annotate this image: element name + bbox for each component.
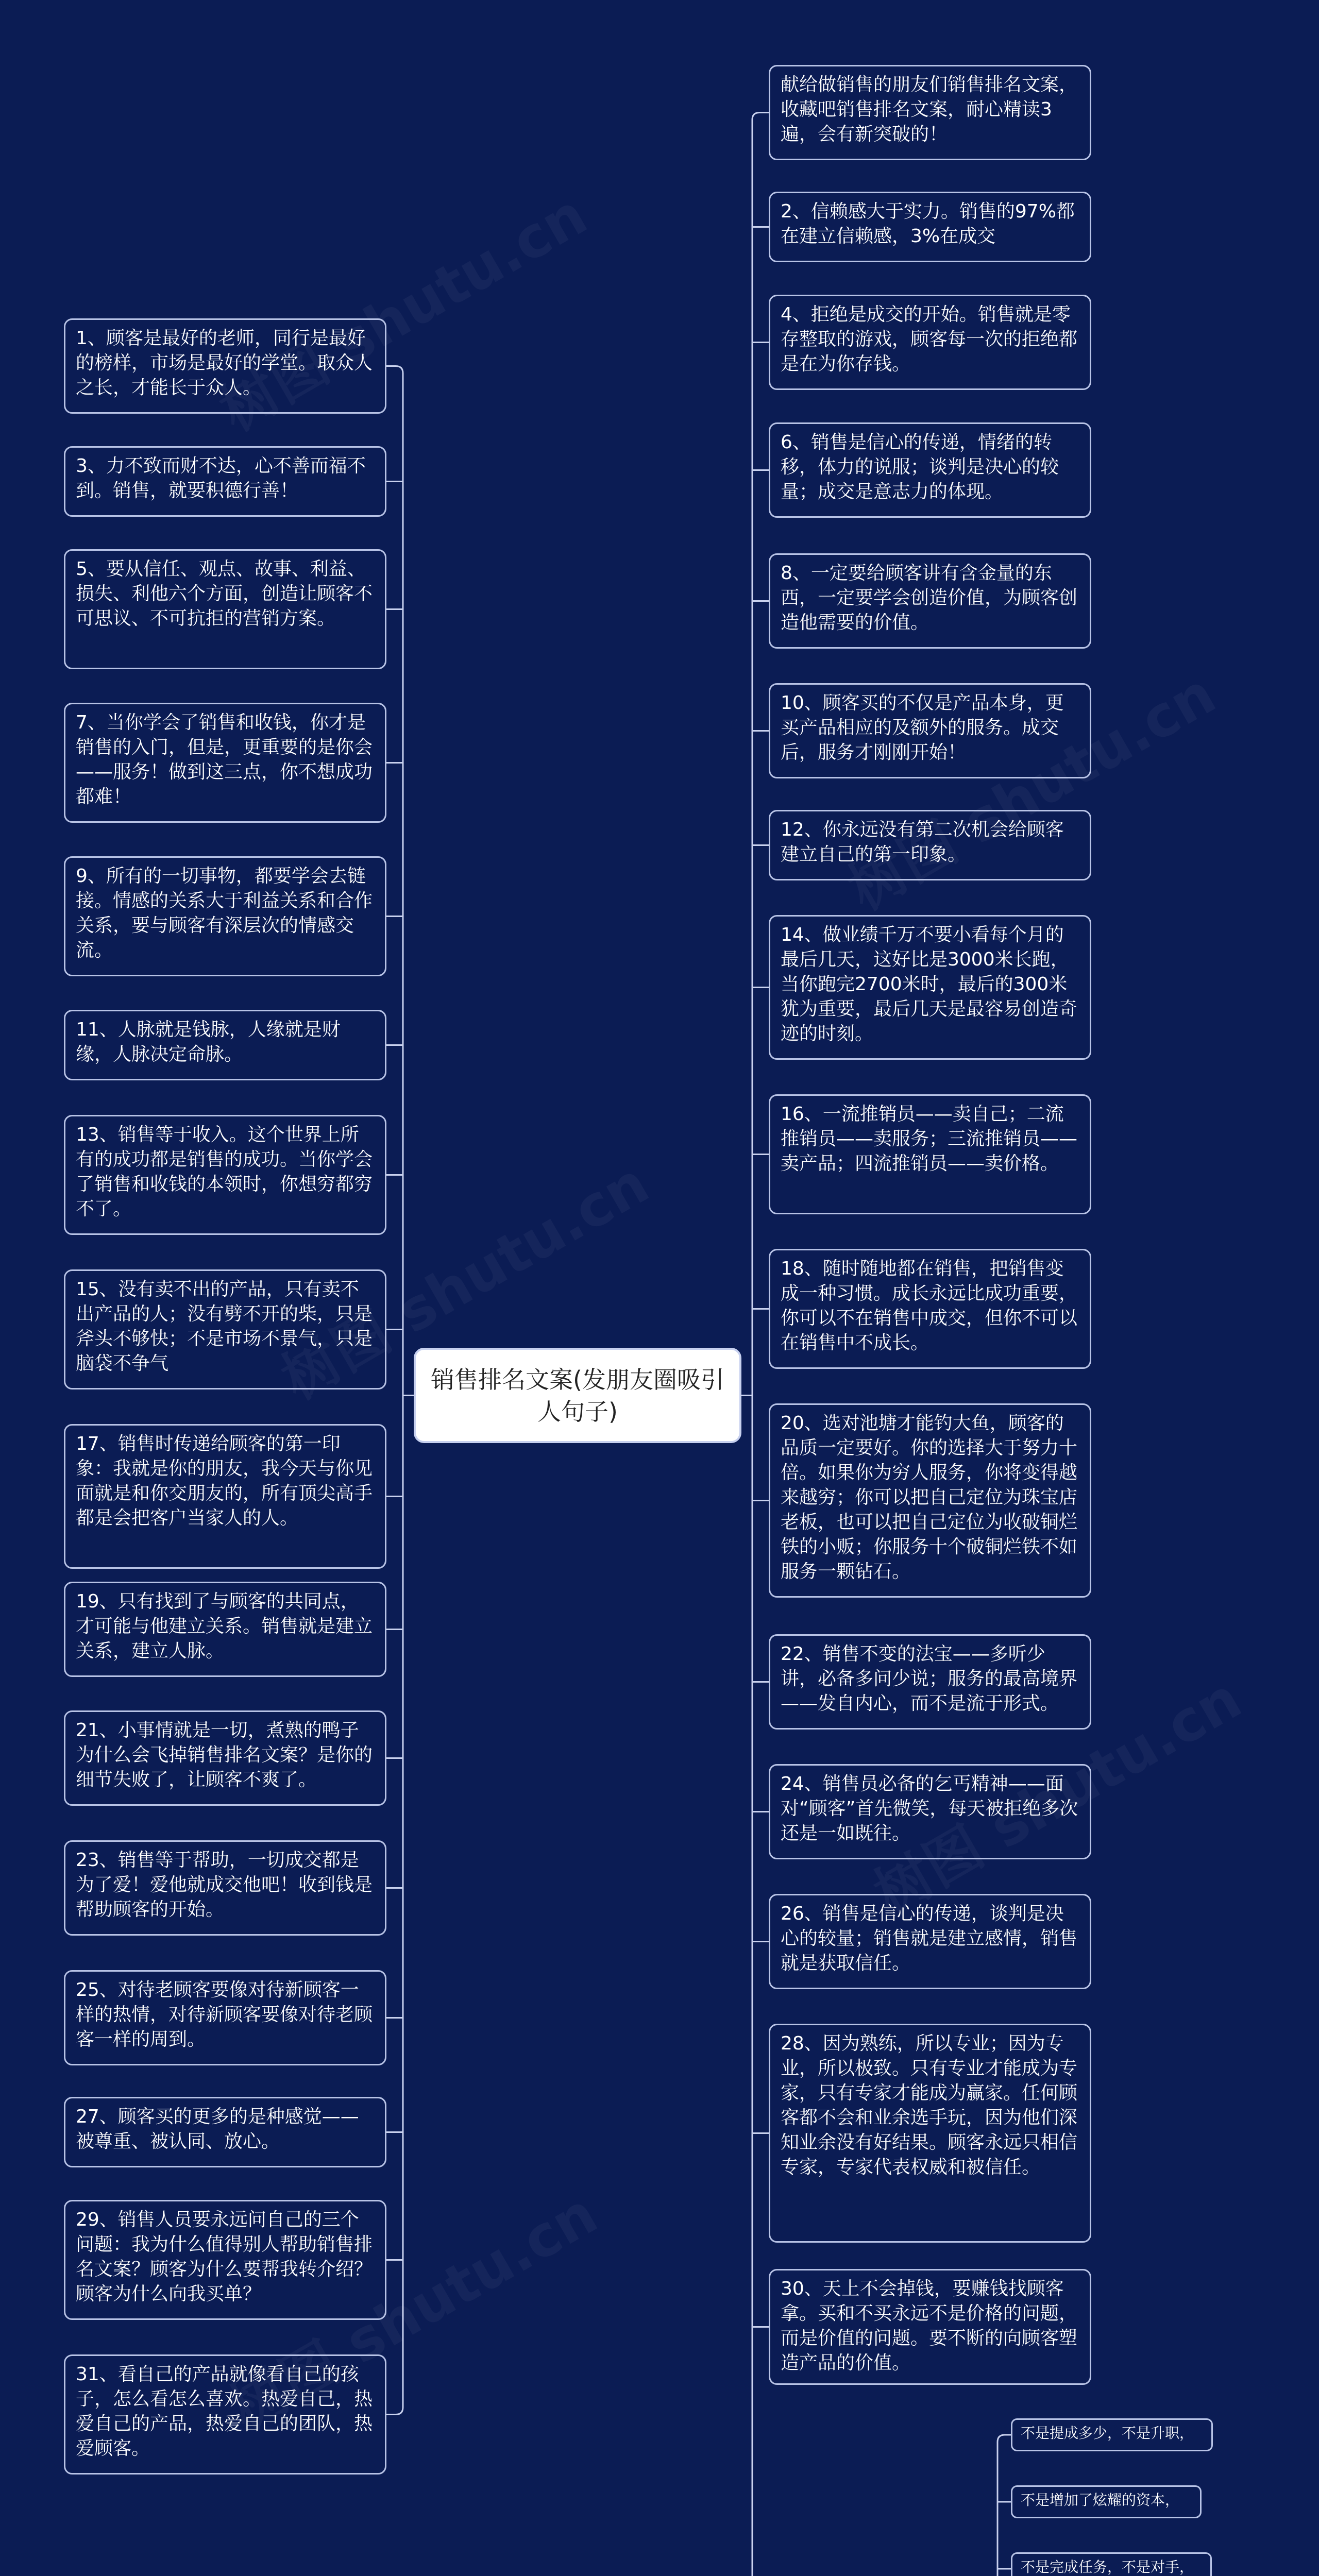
left-topic-node[interactable]: 7、当你学会了销售和收钱，你才是销售的入门，但是，更重要的是你会——服务！做到这三点，你不想成功都难！	[64, 703, 386, 823]
left-topic-node[interactable]: 25、对待老顾客要像对待新顾客一样的热情，对待新顾客要像对待老顾客一样的周到。	[64, 1970, 386, 2065]
right-topic-node[interactable]: 10、顾客买的不仅是产品本身，更买产品相应的及额外的服务。成交后，服务才刚刚开始！	[769, 683, 1091, 778]
left-topic-node[interactable]: 11、人脉就是钱脉，人缘就是财缘，人脉决定命脉。	[64, 1010, 386, 1080]
right-topic-node[interactable]: 22、销售不变的法宝——多听少讲，必备多问少说；服务的最高境界——发自内心，而不是流于形式。	[769, 1634, 1091, 1730]
left-topic-node[interactable]: 21、小事情就是一切，煮熟的鸭子为什么会飞掉销售排名文案？是你的细节失败了，让顾客不爽了。	[64, 1710, 386, 1806]
right-topic-node[interactable]: 26、销售是信心的传递，谈判是决心的较量；销售就是建立感情，销售就是获取信任。	[769, 1894, 1091, 1989]
enemy-child-node[interactable]: 不是完成任务，不是对手，	[1011, 2552, 1212, 2576]
connector-line	[752, 113, 769, 120]
central-topic[interactable]: 销售排名文案(发朋友圈吸引人句子)	[414, 1348, 741, 1443]
right-topic-node[interactable]: 28、因为熟练，所以专业；因为专业，所以极致。只有专业才能成为专家，只有专家才能成为赢家。任何顾客都不会和业余选手玩，因为他们深知业余没有好结果。顾客永远只相信专家，专家代表权威和被信任。	[769, 2024, 1091, 2243]
right-topic-node[interactable]: 2、信赖感大于实力。销售的97%都在建立信赖感，3%在成交	[769, 192, 1091, 262]
right-topic-node[interactable]: 4、拒绝是成交的开始。销售就是零存整取的游戏，顾客每一次的拒绝都是在为你存钱。	[769, 295, 1091, 390]
connector-line	[386, 366, 403, 374]
right-topic-node[interactable]: 14、做业绩千万不要小看每个月的最后几天，这好比是3000米长跑，当你跑完2700米时，最后的300米犹为重要，最后几天是最容易创造奇迹的时刻。	[769, 915, 1091, 1060]
left-topic-node[interactable]: 23、销售等于帮助，一切成交都是为了爱！爱他就成交他吧！收到钱是帮助顾客的开始。	[64, 1840, 386, 1936]
enemy-child-node[interactable]: 不是增加了炫耀的资本，	[1011, 2485, 1202, 2518]
left-topic-node[interactable]: 19、只有找到了与顾客的共同点，才可能与他建立关系。销售就是建立关系，建立人脉。	[64, 1582, 386, 1677]
left-topic-node[interactable]: 15、没有卖不出的产品，只有卖不出产品的人；没有劈不开的柴，只是斧头不够快；不是市场不景气，只是脑袋不争气	[64, 1269, 386, 1389]
left-topic-node[interactable]: 5、要从信任、观点、故事、利益、损失、利他六个方面，创造让顾客不可思议、不可抗拒的营销方案。	[64, 549, 386, 669]
right-topic-node[interactable]: 12、你永远没有第二次机会给顾客建立自己的第一印象。	[769, 810, 1091, 880]
right-topic-node[interactable]: 8、一定要给顾客讲有含金量的东西，一定要学会创造价值，为顾客创造他需要的价值。	[769, 553, 1091, 649]
left-topic-node[interactable]: 31、看自己的产品就像看自己的孩子，怎么看怎么喜欢。热爱自己，热爱自己的产品，热爱自己的团队，热爱顾客。	[64, 2354, 386, 2475]
left-topic-node[interactable]: 3、力不致而财不达，心不善而福不到。销售，就要积德行善！	[64, 446, 386, 517]
right-topic-node[interactable]: 30、天上不会掉钱，要赚钱找顾客拿。买和不买永远不是价格的问题，而是价值的问题。要不断的向顾客塑造产品的价值。	[769, 2269, 1091, 2385]
connector-line	[386, 2408, 403, 2415]
left-topic-node[interactable]: 1、顾客是最好的老师，同行是最好的榜样，市场是最好的学堂。取众人之长，才能长于众人。	[64, 318, 386, 414]
connector-line	[997, 2435, 1011, 2442]
left-topic-node[interactable]: 27、顾客买的更多的是种感觉——被尊重、被认同、放心。	[64, 2097, 386, 2167]
right-topic-node[interactable]: 6、销售是信心的传递，情绪的转移，体力的说服；谈判是决心的较量；成交是意志力的体现。	[769, 422, 1091, 518]
right-topic-node[interactable]: 24、销售员必备的乞丐精神——面对“顾客”首先微笑，每天被拒绝多次还是一如既往。	[769, 1764, 1091, 1859]
right-topic-node[interactable]: 20、选对池塘才能钓大鱼，顾客的品质一定要好。你的选择大于努力十倍。如果你为穷人服务，你将变得越来越穷；你可以把自己定位为珠宝店老板，也可以把自己定位为收破铜烂铁的小贩；你服务十个破铜烂铁不如服务一颗钻石。	[769, 1403, 1091, 1598]
left-topic-node[interactable]: 17、销售时传递给顾客的第一印象：我就是你的朋友，我今天与你见面就是和你交朋友的，所有顶尖高手都是会把客户当家人的人。	[64, 1424, 386, 1569]
left-topic-node[interactable]: 13、销售等于收入。这个世界上所有的成功都是销售的成功。当你学会了销售和收钱的本领时，你想穷都穷不了。	[64, 1115, 386, 1235]
right-topic-node[interactable]: 18、随时随地都在销售，把销售变成一种习惯。成长永远比成功重要，你可以不在销售中成交，但你不可以在销售中不成长。	[769, 1249, 1091, 1369]
enemy-child-node[interactable]: 不是提成多少，不是升职，	[1011, 2418, 1213, 2451]
left-topic-node[interactable]: 29、销售人员要永远问自己的三个问题：我为什么值得别人帮助销售排名文案？顾客为什么要帮我转介绍？顾客为什么向我买单？	[64, 2200, 386, 2320]
right-topic-node[interactable]: 献给做销售的朋友们销售排名文案，收藏吧销售排名文案，耐心精读3遍，会有新突破的！	[769, 65, 1091, 160]
left-topic-node[interactable]: 9、所有的一切事物，都要学会去链接。情感的关系大于利益关系和合作关系，要与顾客有深层次的情感交流。	[64, 856, 386, 976]
right-topic-node[interactable]: 16、一流推销员——卖自己；二流推销员——卖服务；三流推销员——卖产品；四流推销员——卖价格。	[769, 1094, 1091, 1214]
